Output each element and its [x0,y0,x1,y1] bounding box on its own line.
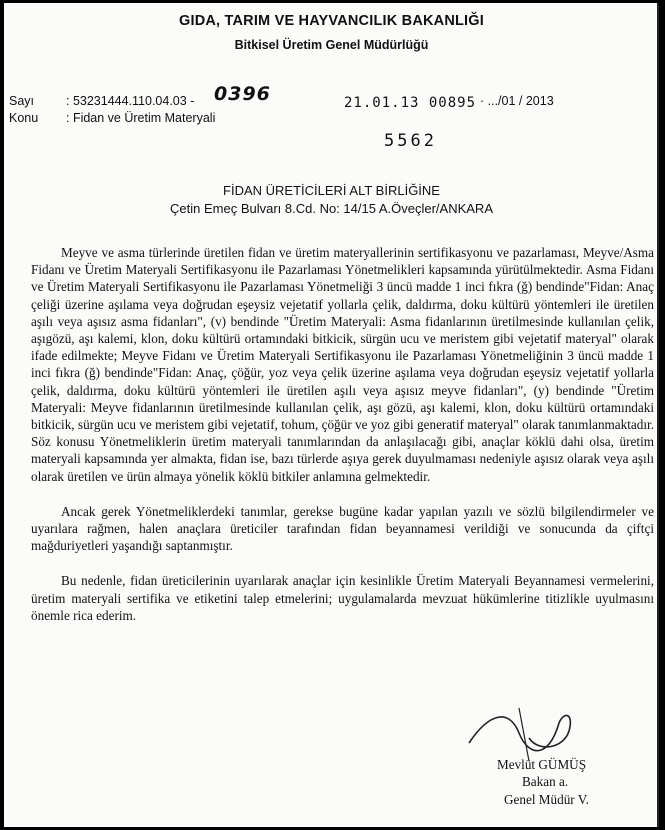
document-page [4,3,659,827]
sayi-label: Sayı [9,94,35,108]
ministry-name: GIDA, TARIM VE HAYVANCILIK BAKANLIĞI [179,13,484,29]
konu-label: Konu [9,111,39,125]
directorate-name: Bitkisel Üretim Genel Müdürlüğü [234,38,429,52]
handwritten-number: 0396 [214,83,271,105]
date-stamp: 21.01.13 00895 [344,95,477,111]
recipient-name: FİDAN ÜRETİCİLERİ ALT BİRLİĞİNE [223,183,440,198]
registration-number: 5562 [384,131,437,151]
letter-body [31,244,654,642]
signatory-name: Mevlüt GÜMÜŞ [497,757,587,772]
konu-value: : Fidan ve Üretim Materyali [66,111,216,125]
date-suffix: · .../01 / 2013 [480,94,554,108]
paragraph-2: Ancak gerek Yönetmeliklerdeki tanımlar, gerekse bugüne kadar yapılan yazılı ve sözlü bilgilendirmeler ve uyarılara rağmen, halen anaçlara üreticiler tarafından fidan beyannamesi verildiği ve sonucunda da çiftçi mağduriyetleri yaşandığı saptanmıştır. [31,503,654,554]
sayi-value: : 53231444.110.04.03 - [66,94,195,108]
paragraph-3: Bu nedenle, fidan üreticilerinin uyarılarak anaçlar için kesinlikle Üretim Materyali Beyannamesi vermelerini, üretim materyali sertifika ve etiketini talep etmelerini; uygulamalarda mevzuat hükümlerine titizlikle uyulmasını önemle rica ederim. [31,573,654,623]
signature-scribble-icon [459,703,589,763]
recipient-address: Çetin Emeç Bulvarı 8.Cd. No: 14/15 A.Öveçler/ANKARA [170,201,493,216]
paragraph-1: Meyve ve asma türlerinde üretilen fidan ve üretim materyallerinin sertifikasyonu ve pazarlaması, Meyve/Asma Fidanı ve Üretim Materyali Sertifikasyonu ile Pazarlaması Yönetmelikleri kapsamında yürütülmektedir. Asma Fidanı ve Üretim Materyali Sertifikasyonu ile Pazarlaması Yönetmeliği 3 üncü madde 1 inci fıkra (ğ) bendinde"Fidan: Anaç çeliği üzerine aşılama veya doğrudan eşeysiz vejetatif yollarla çelik, daldırma, doku kültürü yöntemleri ile üretilen aşılı veya aşısız asma fidanları", (v) bendinde "Üretim Materyali: Asma fidanlarının üretilmesinde kullanılan çelik, aşıgözü, aşı kalemi, klon, doku kültürü ortamındaki bitkicik, sürgün ucu ve meristem gibi vejetatif materyal" olarak ifade edilmekte; Meyve Fidanı ve Üretim Materyali Sertifikasyonu ile Pazarlaması Yönetmeliğinin 3 üncü madde 1 inci fıkra (ğ) bendinde"Fidan: Anaç, çöğür, yoz veya çelik üzerine aşılama veya doğrudan eşeysiz vejetatif yollarla çelik, daldırma, doku kültürü yöntemleri ile üretilen aşılı veya aşısız meyve fidanları", (y) bendinde "Üretim Materyali: Meyve fidanlarının üretilmesinde kullanılan çelik, aşı gözü, aşı kalemi, klon, doku kültürü ortamındaki bitkicik, sürgün ucu ve meristem gibi vejetatif, tohum, çöğür ve yoz gibi generatif materyal" olarak tanımlanmaktadır. Söz konusu Yönetmeliklerin üretim materyali tanımlarından da anlaşılacağı gibi, anaçlar köklü dahi olsa, üretim materyali kapsamında yer almakta, fidan ise, bazı türlerde aşıya gerek duyulmaması nedeniyle aşısız olarak veya aşılı olarak üretilen ve ürün almaya yönelik köklü bitkiler anlamına gelmektedir. [31,245,654,484]
signatory-title-2: Genel Müdür V. [504,792,589,807]
signatory-title-1: Bakan a. [522,774,569,789]
